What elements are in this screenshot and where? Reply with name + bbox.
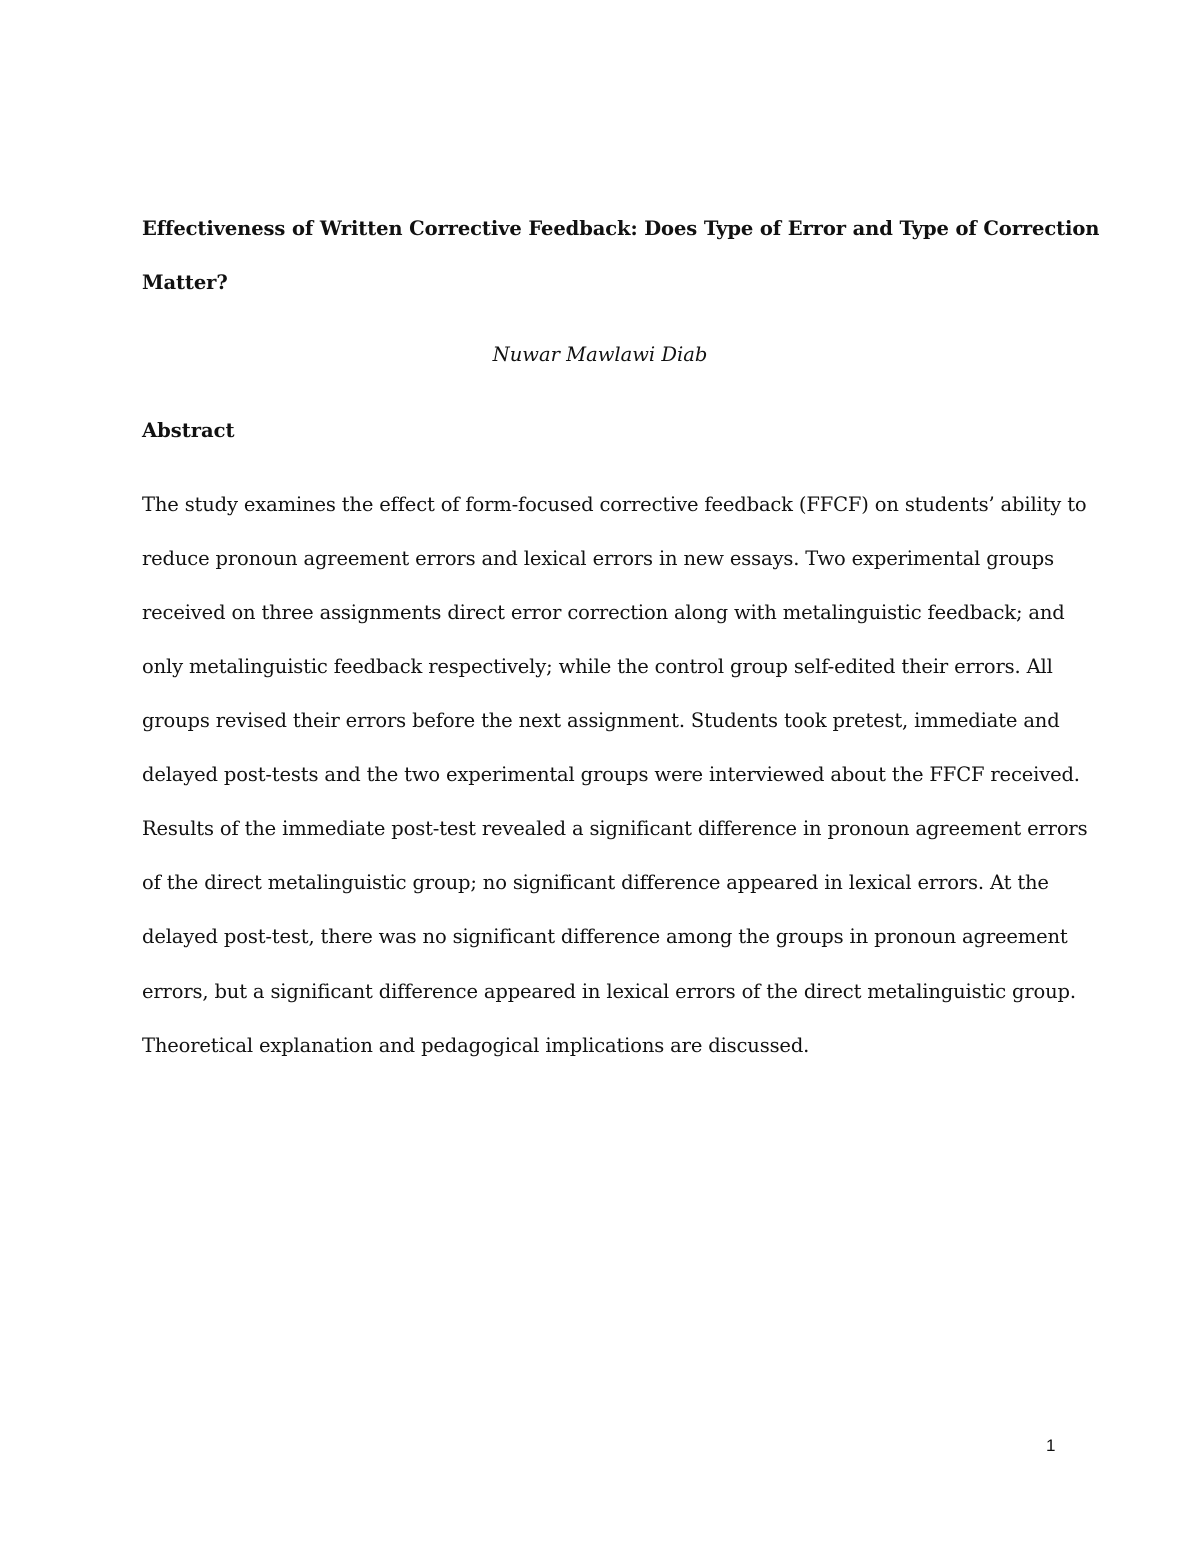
abstract-line: of the direct metalinguistic group; no significant difference appeared in lexical errors. At the [142, 871, 1049, 894]
abstract-heading: Abstract [142, 419, 235, 442]
paper-title-line-2: Matter? [142, 271, 228, 294]
abstract-line: only metalinguistic feedback respectively; while the control group self-edited their errors. All [142, 655, 1053, 678]
abstract-line: groups revised their errors before the next assignment. Students took pretest, immediate and [142, 709, 1060, 732]
abstract-line: Theoretical explanation and pedagogical implications are discussed. [142, 1034, 810, 1057]
abstract-line: The study examines the effect of form-focused corrective feedback (FFCF) on students’ ability to [142, 493, 1087, 516]
page-number: 1 [1046, 1436, 1056, 1455]
author-name: Nuwar Mawlawi Diab [492, 343, 708, 366]
abstract-line: received on three assignments direct error correction along with metalinguistic feedback; and [142, 601, 1065, 624]
abstract-line: delayed post-test, there was no significant difference among the groups in pronoun agreement [142, 925, 1068, 948]
abstract-line: Results of the immediate post-test revealed a significant difference in pronoun agreement errors [142, 817, 1088, 840]
abstract-line: errors, but a significant difference appeared in lexical errors of the direct metalinguistic group. [142, 980, 1076, 1003]
abstract-line: delayed post-tests and the two experimental groups were interviewed about the FFCF received. [142, 763, 1080, 786]
paper-title-line-1: Effectiveness of Written Corrective Feedback: Does Type of Error and Type of Correction [142, 217, 1100, 240]
abstract-line: reduce pronoun agreement errors and lexical errors in new essays. Two experimental groups [142, 547, 1054, 570]
